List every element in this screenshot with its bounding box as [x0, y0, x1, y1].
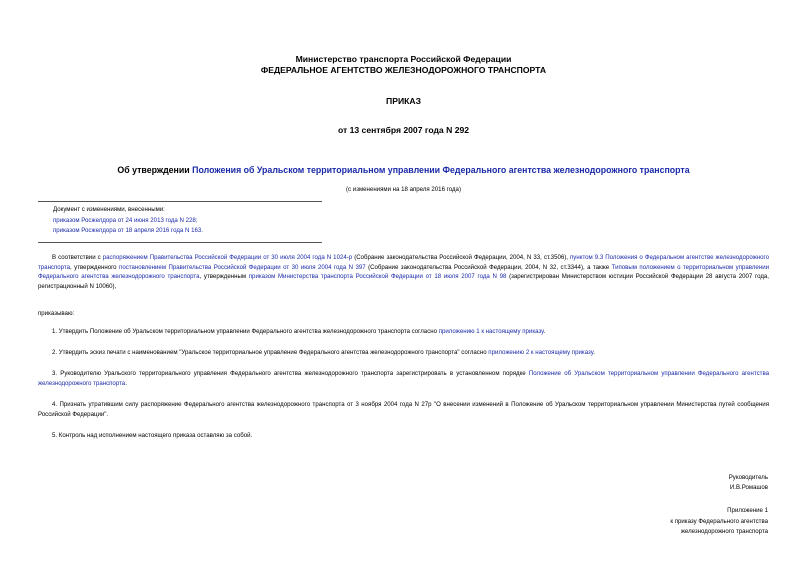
- item-2-text: 2. Утвердить эскиз печати с наименованием "Уральское территориальное управление Федерального агентства железнодорожного транспорта" согласно: [52, 349, 489, 356]
- appendix-header: [670, 506, 768, 538]
- preamble-text: (зарегистрирован Министерством юстиции Российской Федерации 28 августа 2007 года, регистрационный N 10060),: [38, 273, 770, 290]
- preamble-link-2[interactable]: пунктом 9.3 Положения о Федеральном агентстве железнодорожного транспорта: [38, 254, 770, 271]
- ministry-name: Министерство транспорта Российской Федерации: [295, 54, 512, 64]
- changes-block: [53, 205, 323, 237]
- title-link[interactable]: Положения об Уральском территориальном управлении Федерального агентства железнодорожного транспорта: [192, 165, 690, 175]
- signer-name: И.В.Ромашов: [729, 484, 768, 491]
- preamble-text: В соответствии с: [52, 254, 103, 261]
- preamble: [38, 253, 769, 291]
- preamble-link-1[interactable]: распоряжением Правительства Российской Федерации от 30 июля 2004 года N 1024-р: [102, 254, 353, 261]
- preamble-link-5[interactable]: приказом Министерства транспорта Российской Федерации от 18 июля 2007 года N 98: [248, 273, 507, 281]
- changes-label: Документ с изменениями, внесенными:: [53, 206, 165, 213]
- document-title: [0, 165, 807, 175]
- item-3: 3. Руководителю Уральского территориального управления Федерального агентства железнодорожного транспорта зарегистрировать в установленном порядке Положение об Уральском территориальном управлении Федерального агентства железнодорожного транспорта.: [38, 370, 769, 387]
- item-1-link[interactable]: приложению 1 к настоящему приказу: [438, 328, 544, 335]
- item-3-text: 3. Руководителю Уральского территориального управления Федерального агентства железнодорожного транспорта зарегистрировать в установленном порядке: [52, 370, 529, 377]
- appendix-line-1: Приложение 1: [727, 507, 768, 514]
- agency-name: ФЕДЕРАЛЬНОЕ АГЕНТСТВО ЖЕЛЕЗНОДОРОЖНОГО ТРАНСПОРТА: [260, 65, 547, 75]
- appendix-line-3: железнодорожного транспорта: [680, 528, 768, 535]
- order-word: приказываю:: [38, 310, 75, 317]
- item-3-link[interactable]: Положение об Уральском территориальном управлении Федерального агентства железнодорожного транспорта: [38, 370, 769, 387]
- preamble-text: (Собрание законодательства Российской Федерации, 2004, N 33, ст.3506),: [352, 254, 570, 261]
- appendix-line-2: к приказу Федерального агентства: [670, 517, 768, 525]
- title-prefix: Об утверждении: [117, 165, 193, 175]
- signer-role: Руководитель: [728, 474, 768, 481]
- preamble-link-3[interactable]: постановлением Правительства Российской Федерации от 30 июля 2004 года N 397: [119, 263, 366, 271]
- doc-date-number: от 13 сентября 2007 года N 292: [337, 125, 470, 135]
- item-1-text: 1. Утвердить Положение об Уральском территориальном управлении Федерального агентства железнодорожного транспорта согласно: [52, 328, 439, 335]
- item-4: 4. Признать утратившим силу распоряжение Федерального агентства железнодорожного транспорта от 3 ноября 2004 года N 27р "О внесении изменений в Положение об Уральском территориальном управлении Министерства путей сообщения Российской Федерации".: [38, 401, 769, 418]
- item-5: 5. Контроль над исполнением настоящего приказа оставляю за собой.: [52, 432, 253, 439]
- item-1: 1. Утвердить Положение об Уральском территориальном управлении Федерального агентства железнодорожного транспорта согласно приложению 1 к настоящему приказу.: [52, 328, 546, 335]
- preamble-text: , утвержденного: [70, 263, 120, 271]
- preamble-link-4[interactable]: Типовым положением о территориальном управлении Федерального агентства железнодорожного транспорта: [38, 263, 769, 281]
- divider-top: [38, 201, 322, 202]
- preamble-text: , утвержденным: [199, 273, 249, 281]
- preamble-text: (Собрание законодательства Российской Федерации, 2004, N 32, ст.3344), а также: [365, 263, 612, 271]
- doc-type: ПРИКАЗ: [386, 96, 421, 106]
- item-2-link[interactable]: приложению 2 к настоящему приказу: [488, 349, 594, 356]
- signature-block: [729, 473, 768, 493]
- revision-note: (с изменениями на 18 апреля 2016 года): [346, 186, 461, 193]
- change-link-1[interactable]: приказом Росжелдора от 24 июня 2013 года N 228;: [53, 216, 198, 224]
- change-link-2[interactable]: приказом Росжелдора от 18 апреля 2016 года N 163.: [53, 227, 203, 234]
- item-2: 2. Утвердить эскиз печати с наименованием "Уральское территориальное управление Федерального агентства железнодорожного транспорта" согласно приложению 2 к настоящему приказу.: [52, 349, 595, 356]
- divider-bottom: [38, 242, 322, 243]
